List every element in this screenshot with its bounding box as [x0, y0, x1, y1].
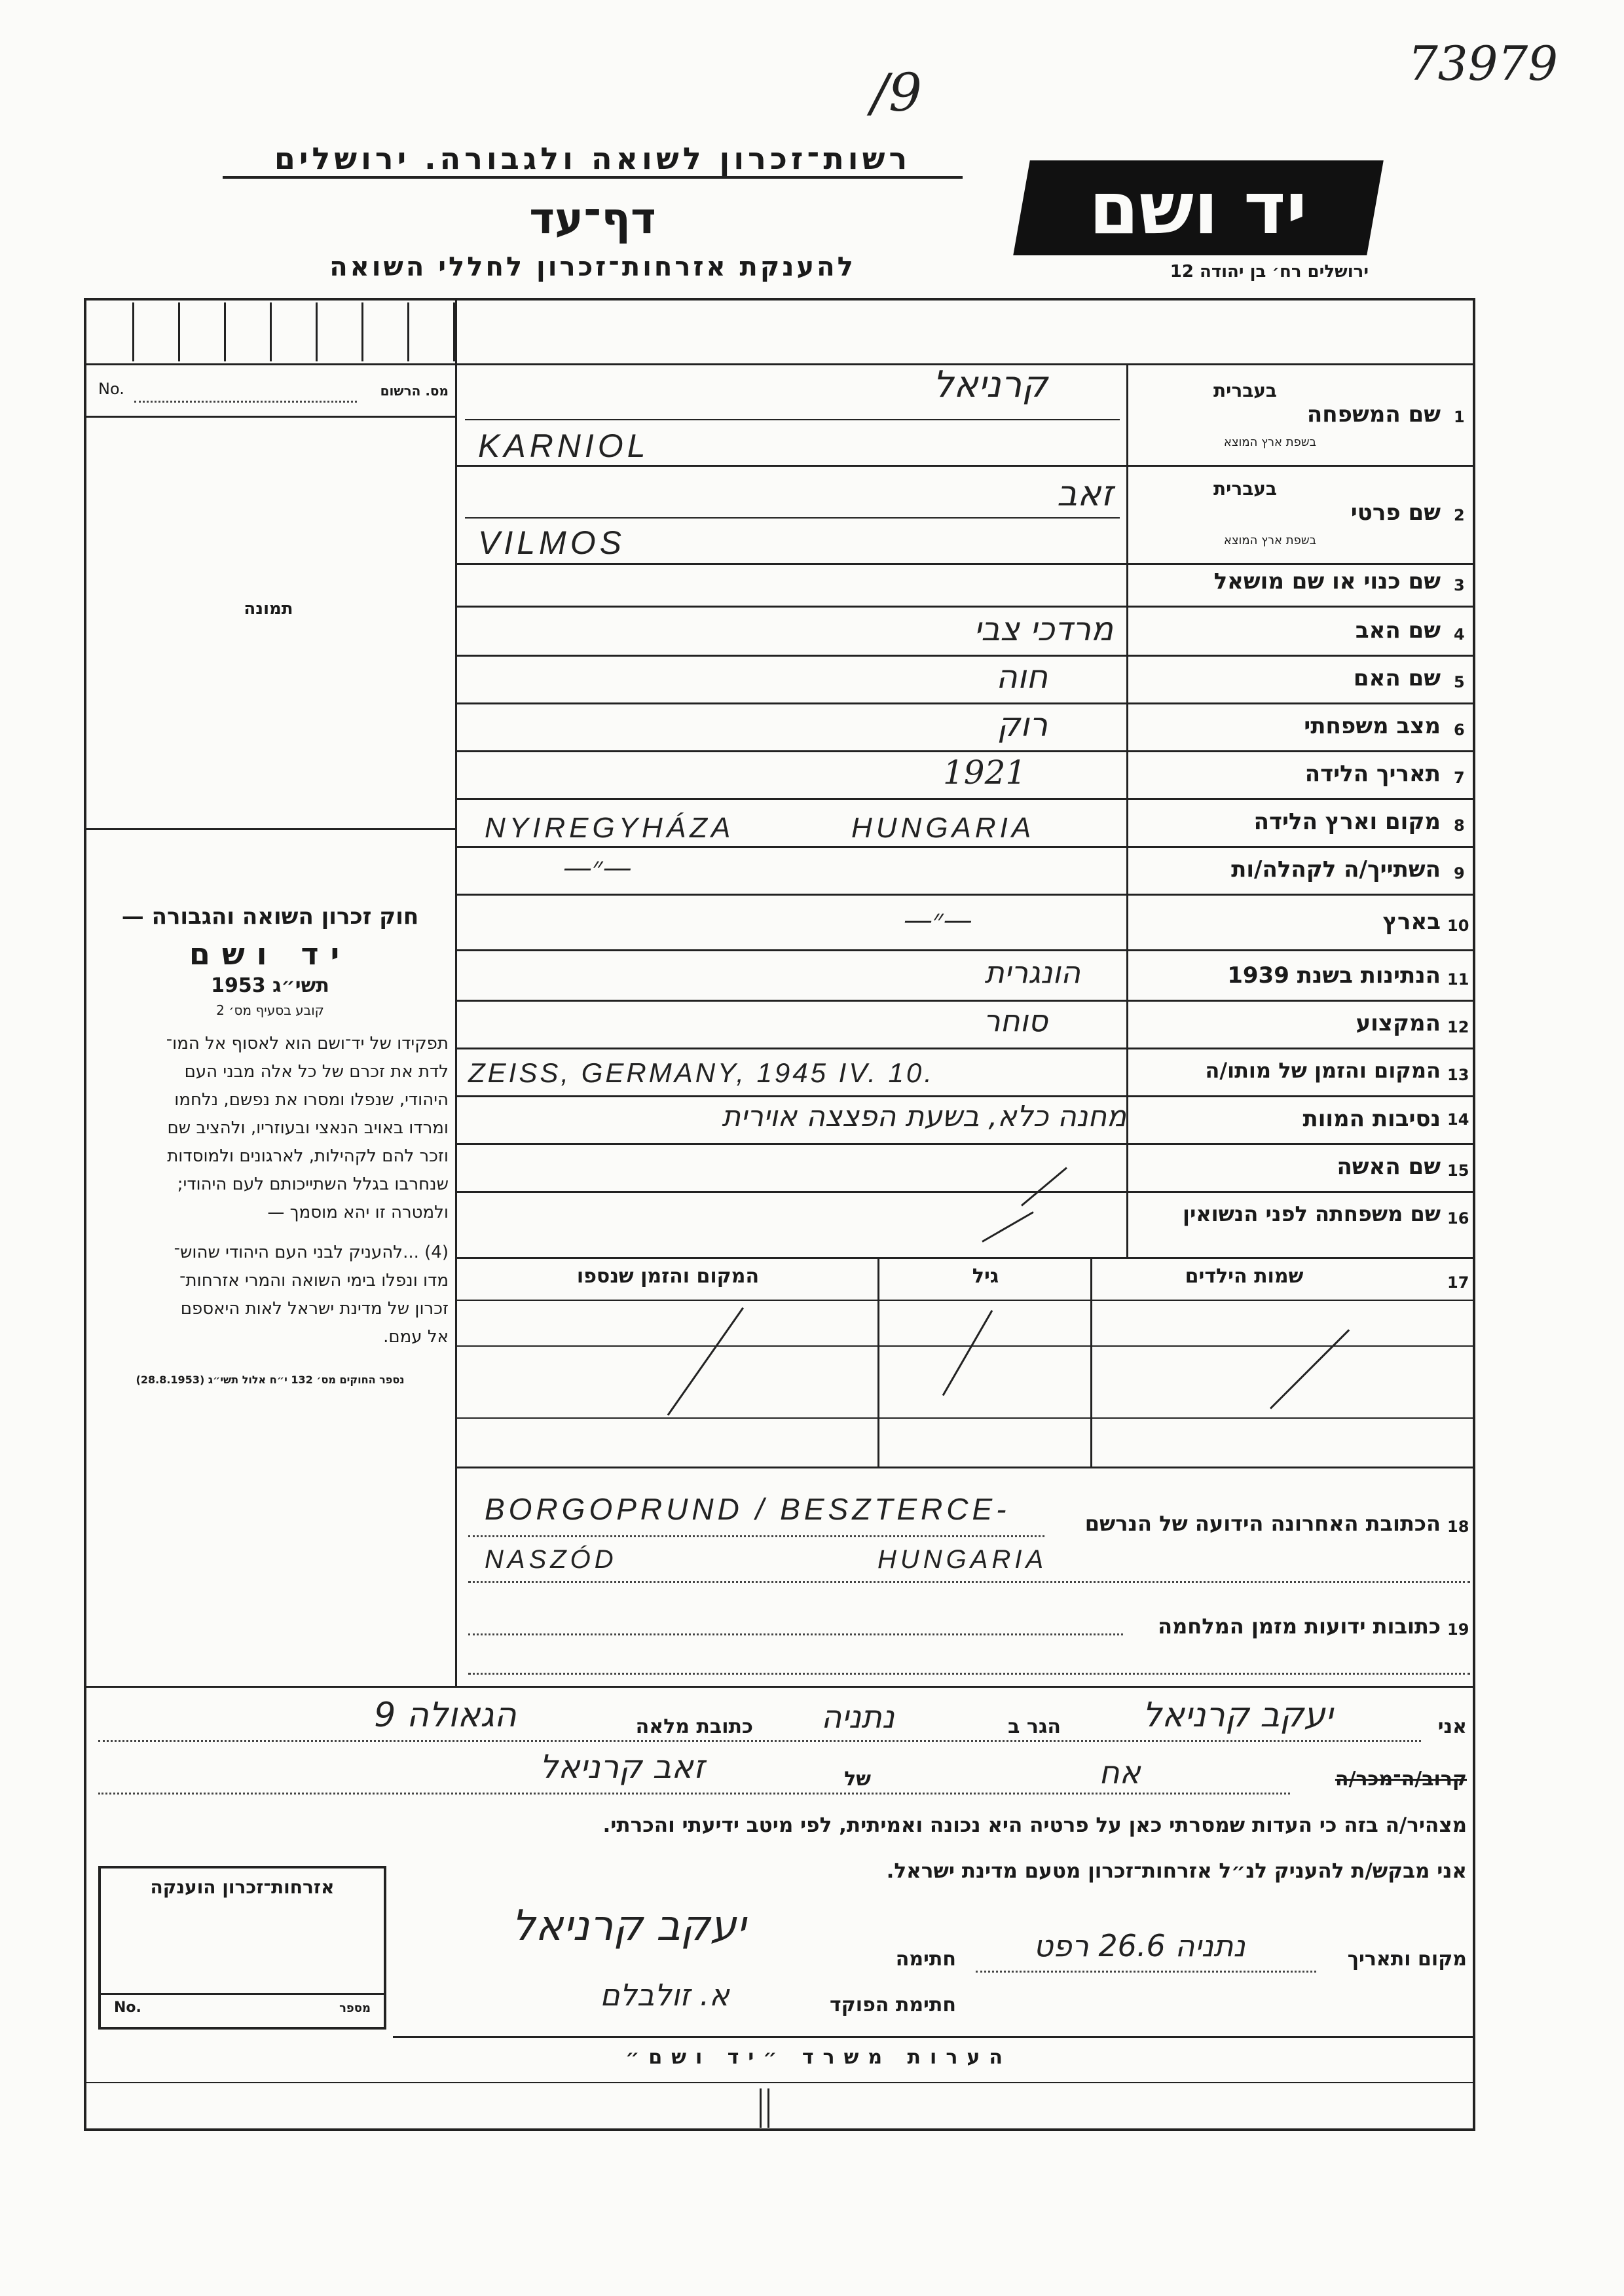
field-label-first-name: שם פרטי: [1350, 500, 1441, 526]
declarant-address: הגאולה 9: [374, 1696, 517, 1735]
death-place-time-value: ZEISS, GERMANY, 1945 IV. 10.: [468, 1057, 934, 1088]
field-number: 19: [1447, 1620, 1469, 1639]
law-name: יד ושם: [189, 936, 352, 972]
surname-latin-value: KARNIOL: [478, 428, 650, 464]
place-date-label: מקום ותאריך: [1347, 1948, 1467, 1971]
field-number: 11: [1447, 970, 1469, 989]
form-subtitle: להענקת אזרחות־זכרון לחללי השואה: [329, 252, 856, 282]
declarant-city: נתניה: [821, 1699, 895, 1736]
first-name-hebrew-line: [465, 517, 1120, 519]
address-dotline: [468, 1673, 1470, 1675]
row-divider: [457, 563, 1475, 565]
place-date-value: נתניה 26.6 רפט: [1033, 1928, 1246, 1963]
law-gazette: נספר החוקים מס׳ 132 י״ח אלול תשי״ג (28.8.1953): [136, 1374, 405, 1386]
field-number: 5: [1454, 673, 1465, 691]
row-divider: [457, 1143, 1475, 1145]
law-line: תפקידו של יד־ושם הוא לאסוף אל המו־: [166, 1034, 449, 1053]
row-divider: [457, 1257, 1475, 1259]
citizenship-1939-value: הונגרית: [984, 955, 1080, 990]
death-circumstances-value: מחנה כלא, בשעת הפצצה אוירית: [722, 1100, 1126, 1133]
row-divider: [457, 655, 1475, 657]
field-number: 12: [1447, 1018, 1469, 1036]
field-number: 14: [1447, 1110, 1469, 1129]
field-label-surname: שם המשפחה: [1306, 401, 1441, 428]
declarant-dotline: [98, 1740, 1421, 1742]
field-label-profession: המקצוע: [1356, 1010, 1441, 1036]
row-divider: [457, 1048, 1475, 1049]
community-value: —״—: [563, 851, 632, 884]
archive-number: 73979: [1408, 36, 1559, 91]
field-number: 3: [1454, 576, 1465, 594]
address-dotline: [468, 1633, 1123, 1635]
bottom-mark: [760, 2088, 762, 2128]
address-dotline: [468, 1581, 1470, 1583]
law-line: לדת את זכרם של כל אלה מבני העם: [184, 1062, 449, 1082]
first-name-hebrew-value: זאב: [1056, 473, 1113, 514]
field-number: 10: [1447, 917, 1469, 935]
children-header-line: [457, 1300, 1475, 1301]
law-line: וזכר להם לקהילות, לארגונים ולמוסדות: [167, 1146, 449, 1166]
last-address-line2b: HUNGARIA: [877, 1545, 1048, 1574]
children-col-age: גיל: [972, 1265, 999, 1288]
field-label-nickname: שם כנוי או שם מושאל: [1213, 568, 1441, 594]
surname-hebrew-line: [465, 419, 1120, 420]
citizenship-box-number-label: מספר: [339, 2001, 371, 2015]
mother-name-value: חוה: [996, 658, 1048, 696]
field-label-community: השתייך/ה לקהלה/ות: [1231, 856, 1441, 883]
place-date-dotline: [976, 1971, 1316, 1973]
field-number: 15: [1447, 1161, 1469, 1180]
country-value: —״—: [904, 903, 972, 937]
children-col-place: המקום והזמן שנספו: [576, 1265, 760, 1288]
declarant-of-name: זאב קרניאל: [539, 1748, 705, 1786]
surname-hebrew-value: קרניאל: [932, 363, 1048, 406]
declarant-relation: אח: [1099, 1755, 1141, 1791]
field-number: 2: [1454, 506, 1465, 524]
row-divider: [457, 798, 1475, 800]
photo-label: תמונה: [244, 599, 293, 619]
law-line: אל עמם.: [383, 1327, 449, 1347]
declarant-address-label: כתובת מלאה: [635, 1715, 753, 1738]
children-col-divider: [1090, 1257, 1092, 1467]
field-number: 4: [1454, 625, 1465, 644]
office-notes-label: הערות משרד ״יד ושם״: [625, 2046, 1012, 2069]
citizenship-box-title: אזרחות־זכרון הוענקה: [150, 1876, 335, 1898]
declarant-relation-label: קרוב/ה־מכר/ה: [1335, 1768, 1467, 1791]
row-divider: [457, 1000, 1475, 1002]
logo-text: יד ושם: [1089, 166, 1308, 250]
reg-number-label-he: מס. הרשום: [380, 383, 449, 399]
officer-signature: א. זולבלם: [600, 1977, 729, 2013]
law-title: חוק זכרון השואה והגבורה —: [121, 903, 419, 930]
notes-line: [84, 2082, 1475, 2083]
form-title: דף־עד: [529, 193, 656, 244]
children-col-names: שמות הילדים: [1185, 1265, 1304, 1288]
reg-number-divider: [84, 416, 457, 418]
field-sub-hebrew: בעברית: [1213, 380, 1277, 401]
children-row-line: [457, 1417, 1475, 1419]
last-address-line1: BORGOPRUND / BESZTERCE-: [485, 1492, 1010, 1526]
birthplace-country-value: HUNGARIA: [851, 812, 1035, 844]
field-number: 18: [1447, 1518, 1469, 1536]
field-number: 8: [1454, 816, 1465, 835]
declarant-lives-label: הגר ב: [1008, 1715, 1061, 1738]
reg-number-label-en: No.: [98, 380, 124, 398]
law-line: (4) ...להעניק לבני העם היהודי שהוש־: [174, 1243, 449, 1262]
bottom-mark: [767, 2088, 769, 2128]
field-label-birthplace: מקום וארץ הלידה: [1253, 809, 1441, 835]
field-number: 16: [1447, 1209, 1469, 1228]
yad-vashem-logo: [1013, 160, 1384, 255]
field-label-mother: שם האם: [1353, 665, 1441, 691]
address-dotline: [468, 1535, 1044, 1537]
declarant-of-label: של: [844, 1768, 871, 1791]
declarant-name: יעקב קרניאל: [1142, 1696, 1333, 1735]
notes-divider: [393, 2036, 1473, 2038]
field-sub-origin: בשפת ארץ המוצא: [1223, 435, 1316, 449]
field-label-father: שם האב: [1355, 617, 1441, 644]
first-name-latin-value: VILMOS: [478, 524, 625, 561]
law-line: זכרון של מדינת ישראל לאות היאספם: [180, 1299, 449, 1319]
label-column-divider: [1126, 363, 1128, 1257]
field-label-death-circumstances: נסיבות המוות: [1302, 1106, 1441, 1132]
page-reference: /9: [871, 62, 922, 123]
children-col-divider: [877, 1257, 879, 1467]
field-number: 17: [1447, 1273, 1469, 1292]
row-divider: [457, 606, 1475, 608]
row-divider: [457, 465, 1475, 467]
law-line: שנחרבו בגלל השתייכותם לעם היהודי;: [177, 1175, 449, 1194]
officer-label: חתימת הפוקד: [830, 1994, 956, 2016]
photo-divider: [84, 828, 457, 830]
law-year: תשי״ג 1953: [211, 974, 329, 997]
law-clause: קובע בסעיף מס׳ 2: [216, 1002, 324, 1018]
field-label-wife: שם האשה: [1337, 1154, 1441, 1180]
code-boxes: [88, 302, 455, 361]
left-column-divider: [455, 298, 457, 1686]
field-label-country: בארץ: [1382, 909, 1441, 935]
request-text: אני מבקש/ת להעניק לנ״ל אזרחות־זכרון מטעם מדינת ישראל.: [886, 1859, 1467, 1883]
row-divider: [457, 1191, 1475, 1193]
field-label-birthdate: תאריך הלידה: [1304, 761, 1441, 787]
field-label-citizenship-1939: הנתינות בשנת 1939: [1227, 962, 1441, 989]
field-label-wartime-addresses: כתובות ידועות מזמן המלחמה: [1158, 1614, 1441, 1639]
birthdate-value: 1921: [943, 754, 1027, 792]
row-divider: [457, 1095, 1475, 1097]
field-number: 13: [1447, 1066, 1469, 1084]
citizenship-box-no: No.: [114, 1999, 141, 2016]
declarant-i-label: אני: [1437, 1715, 1467, 1738]
field-number: 1: [1454, 408, 1465, 426]
row-divider: [457, 1467, 1475, 1468]
law-line: היהודי, שנפלו ומסרו את נפשם, נלחמו: [174, 1090, 449, 1110]
row-divider: [457, 702, 1475, 704]
last-address-line2a: NASZÓD: [485, 1545, 618, 1574]
law-box: [92, 903, 449, 1386]
row-divider: [457, 750, 1475, 752]
signature-label: חתימה: [895, 1948, 956, 1971]
children-row-line: [457, 1345, 1475, 1347]
birthplace-city-value: NYIREGYHÁZA: [485, 812, 735, 844]
field-label-last-address: הכתובת האחרונה הידועה של הנרשם: [1084, 1511, 1441, 1536]
row-divider: [457, 846, 1475, 848]
section-divider: [84, 1686, 1475, 1688]
law-line: מדו ונפלו בימי השואה והמרי אזרחות־: [179, 1271, 449, 1290]
field-sub-origin: בשפת ארץ המוצא: [1223, 534, 1316, 547]
declaration-text: מצהיר/ה בזה כי העדות שמסרתי כאן על פרטיה היא נכונה ואמיתית, לפי מיטב ידיעתי והכרתי.: [602, 1813, 1467, 1837]
declarant-dotline: [98, 1793, 1290, 1795]
field-label-death-place-time: המקום והזמן של מותו/ה: [1205, 1058, 1441, 1083]
row-divider: [457, 894, 1475, 896]
citizenship-box: [98, 1866, 386, 2030]
field-sub-hebrew: בעברית: [1213, 478, 1277, 500]
field-number: 9: [1454, 864, 1465, 883]
field-number: 7: [1454, 769, 1465, 787]
field-label-wife-maiden: שם משפחתה לפני הנשואין: [1182, 1201, 1441, 1226]
father-name-value: מרדכי צבי: [974, 610, 1113, 648]
declarant-signature: יעקב קרניאל: [511, 1902, 746, 1950]
field-number: 6: [1454, 721, 1465, 739]
institution-name: רשות־זכרון לשואה ולגבורה. ירושלים: [223, 141, 963, 179]
law-line: ומרדו באויב הנאצי ובעוזריו, ולהציב שם: [167, 1118, 449, 1138]
reg-number-line: [134, 401, 357, 403]
header-address: ירושלים רח׳ בן יהודה 12: [1170, 262, 1369, 282]
marital-status-value: רוק: [997, 706, 1048, 744]
profession-value: סוחר: [983, 1003, 1048, 1038]
law-line: ולמטרה זו יהא מוסמך —: [267, 1203, 449, 1222]
row-divider: [457, 949, 1475, 951]
field-label-marital: מצב משפחתי: [1304, 713, 1441, 739]
